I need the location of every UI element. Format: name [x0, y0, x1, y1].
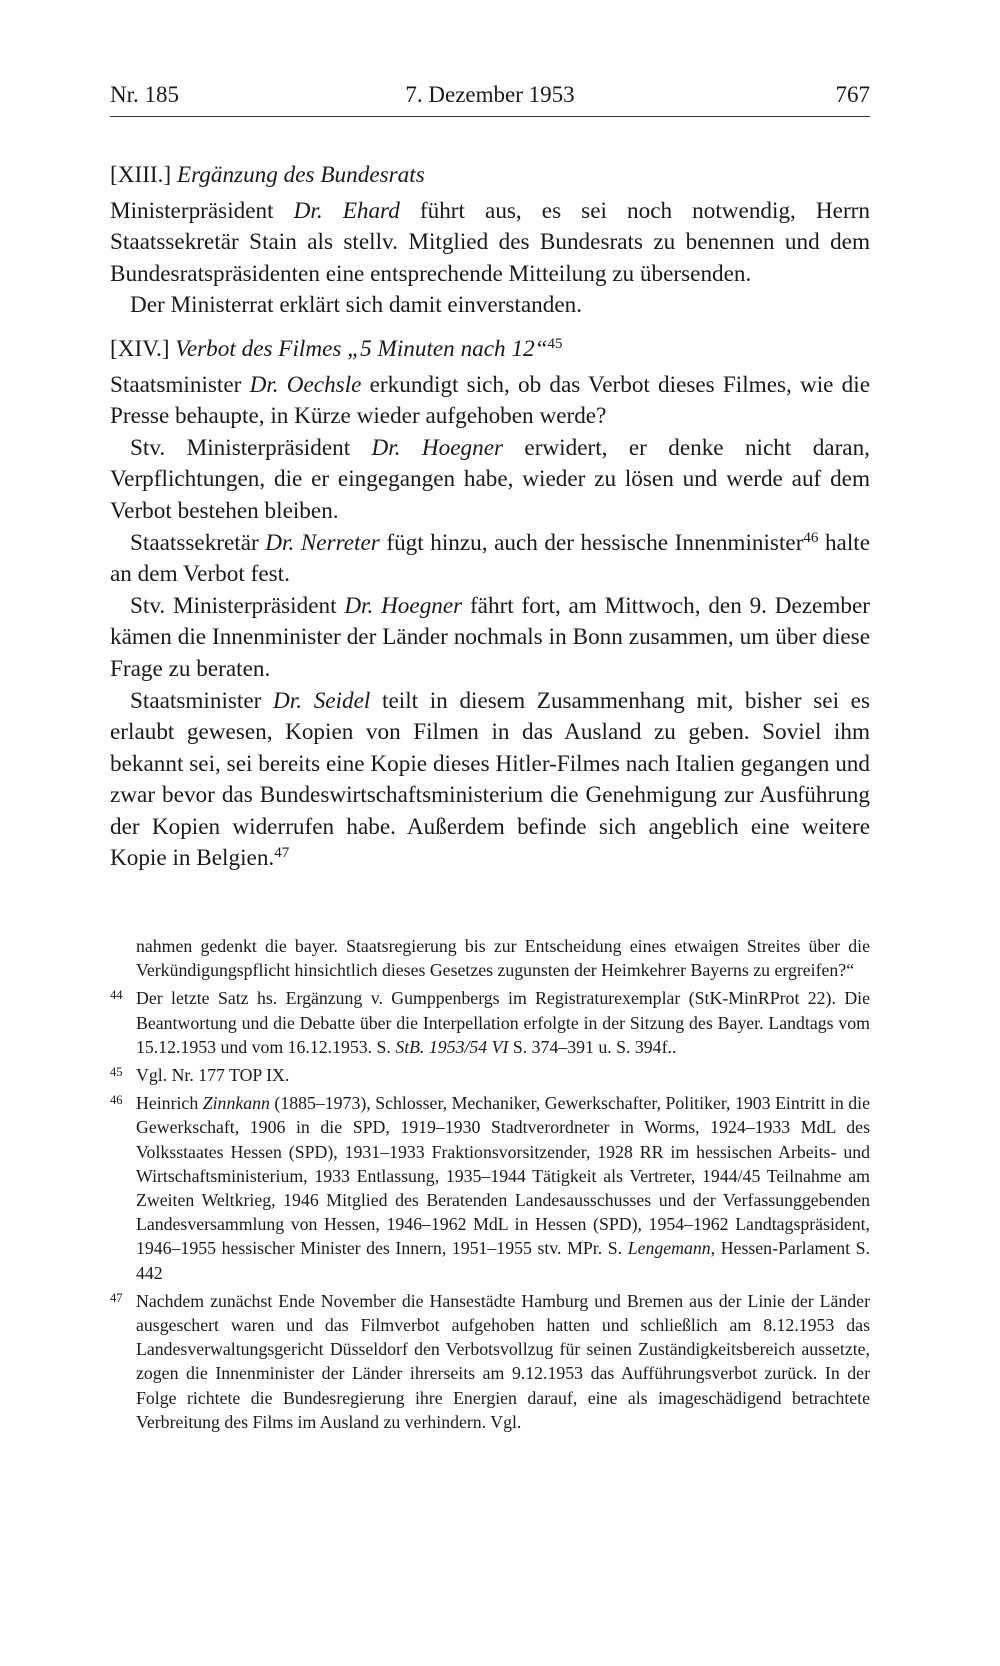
text-run: Stv. Ministerpräsident: [130, 434, 372, 461]
text-run: Nachdem zunächst Ende November die Hansestädte Hamburg und Bremen aus der Linie der Länder ausgeschert waren und das Filmverbot aufgehoben hatten und schließlich am 8.12.1953 das Landesverwaltungsgericht Düsseldorf den Verbotsvollzug für seinen Zuständigkeitsbereich aussetzte, zogen die Innenminister der Länder ihrerseits am 9.12.1953 das Aufführungsverbot zurück. In der Folge richtete die Bundesregierung ihre Energien darauf, eine als imageschädigend betrachtete Verbreitung des Films im Ausland zu verhindern. Vgl.: [136, 1290, 870, 1432]
section-title: Verbot des Filmes „5 Minuten nach 12“: [175, 335, 548, 362]
text-run: S. 374–391 u. S. 394f..: [508, 1036, 677, 1057]
footnote-ref: 47: [274, 845, 290, 862]
text-run: Staatsminister: [130, 687, 274, 714]
paragraph: [110, 196, 870, 291]
speaker-name: Dr. Hoegner: [344, 592, 463, 619]
running-header: [110, 82, 870, 116]
section-heading-14: [110, 334, 870, 366]
person-name: Zinnkann: [202, 1093, 270, 1114]
citation-italic: Lengemann: [627, 1238, 711, 1259]
text-run: fügt hinzu, auch der hessische Innenminister: [379, 529, 804, 556]
paragraph: [110, 686, 870, 876]
text-run: führt aus, es sei noch notwendig, Herrn Staatssekretär Stain als stellv. Mitglied des Bundesrats zu benennen und dem Bundesratspräsidenten eine entsprechende Mitteilung zu übersenden.: [110, 197, 870, 287]
header-rule: [110, 116, 870, 117]
text-run: fährt fort, am Mittwoch, den 9. Dezember kämen die Innenminister der Länder nochmals in Bonn zusammen, um über diese Frage zu beraten.: [110, 592, 870, 682]
speaker-name: Dr. Hoegner: [371, 434, 504, 461]
footnote-number: 46: [110, 1093, 123, 1108]
text-run: erwidert, er denke nicht daran, Verpflichtungen, die er eingegangen habe, wieder zu lösen und werde auf dem Verbot bestehen bleiben.: [110, 434, 870, 524]
footnotes: [110, 934, 870, 1438]
speaker-name: Dr. Nerreter: [265, 529, 380, 556]
footnote-number: 44: [110, 988, 123, 1003]
text-run: teilt in diesem Zusammenhang mit, bisher sei es erlaubt gewesen, Kopien von Filmen in das Ausland zu geben. Soviel ihm bekannt sei, sei bereits eine Kopie dieses Hitler-Filmes nach Italien gegangen und zwar bevor das Bundeswirtschaftsministerium die Genehmigung zur Ausführung der Kopien widerrufen habe. Außerdem befinde sich angeblich eine weitere Kopie in Belgien.: [110, 687, 870, 872]
text-run: halte an dem Verbot fest.: [110, 529, 871, 588]
footnote-45: [110, 1063, 870, 1087]
speaker-name: Dr. Ehard: [293, 197, 400, 224]
text-run: Heinrich: [136, 1093, 203, 1114]
page-number: 767: [835, 82, 870, 107]
text-run: Staatsminister: [110, 371, 250, 398]
text-run: Ministerpräsident: [110, 197, 294, 224]
footnote-number: 47: [110, 1290, 123, 1305]
speaker-name: Dr. Seidel: [273, 687, 371, 714]
footnote-47: [110, 1289, 870, 1434]
text-run: Stv. Ministerpräsident: [130, 592, 345, 619]
footnote-44: [110, 986, 870, 1059]
text-run: Vgl. Nr. 177 TOP IX.: [136, 1065, 290, 1086]
text-run: (1885–1973), Schlosser, Mechaniker, Gewerkschafter, Politiker, 1903 Eintritt in die Gewerkschaft, 1906 in die SPD, 1919–1930 Stadtverordneter in Worms, 1924–1933 MdL des Volksstaates Hessen (SPD), 1931–1933 Fraktionsvorsitzender, 1928 RR im hessischen Arbeits- und Wirtschaftsministerium, 1933 Entlassung, 1935–1944 Tätigkeit als Vertreter, 1944/45 Teilnahme am Zweiten Weltkrieg, 1946 Mitglied des Beratenden Landesausschusses und der Verfassunggebenden Landesversammlung von Hessen, 1946–1962 MdL in Hessen (SPD), 1954–1962 Landtagspräsident, 1946–1955 hessischer Minister des Innern, 1951–1955 stv. MPr. S.: [136, 1093, 870, 1259]
speaker-name: Dr. Oechsle: [249, 371, 362, 398]
footnote-number: 45: [110, 1065, 123, 1080]
footnote-ref: 46: [803, 529, 819, 546]
document-number: Nr. 185: [110, 82, 179, 107]
footnote-ref: 45: [547, 335, 563, 352]
text-run: , Hessen-Parlament S. 442: [136, 1238, 870, 1283]
paragraph: Der Ministerrat erklärt sich damit einverstanden.: [130, 292, 582, 319]
citation-italic: StB. 1953/54 VI: [395, 1036, 509, 1057]
text-run: Staatssekretär: [130, 529, 266, 556]
main-text: [110, 160, 870, 875]
section-number: [XIV.]: [110, 335, 170, 362]
paragraph: [110, 528, 870, 591]
section-number: [XIII.]: [110, 162, 172, 188]
text-run: erkundigt sich, ob das Verbot dieses Filmes, wie die Presse behaupte, in Kürze wieder aufgehoben werde?: [110, 371, 870, 430]
section-heading-13: [110, 160, 870, 192]
paragraph: [110, 433, 870, 528]
footnote-continuation: nahmen gedenkt die bayer. Staatsregierung bis zur Entscheidung eines etwaigen Streites über die Verkündigungspflicht hinsichtlich dieses Gesetzes zugunsten der Heimkehrer Bayerns zu ergreifen?“: [136, 936, 870, 981]
text-run: Der letzte Satz hs. Ergänzung v. Gumppenbergs im Registraturexemplar (StK-MinRProt 22). Die Beantwortung und die Debatte über die Interpellation erfolgte in der Sitzung des Bayer. Landtags vom 15.12.1953 und vom 16.12.1953. S.: [136, 988, 870, 1057]
paragraph: [110, 591, 870, 686]
paragraph: [110, 370, 870, 433]
section-title: Ergänzung des Bundesrats: [176, 162, 425, 188]
footnote-46: [110, 1091, 870, 1285]
header-date: 7. Dezember 1953: [405, 82, 575, 107]
